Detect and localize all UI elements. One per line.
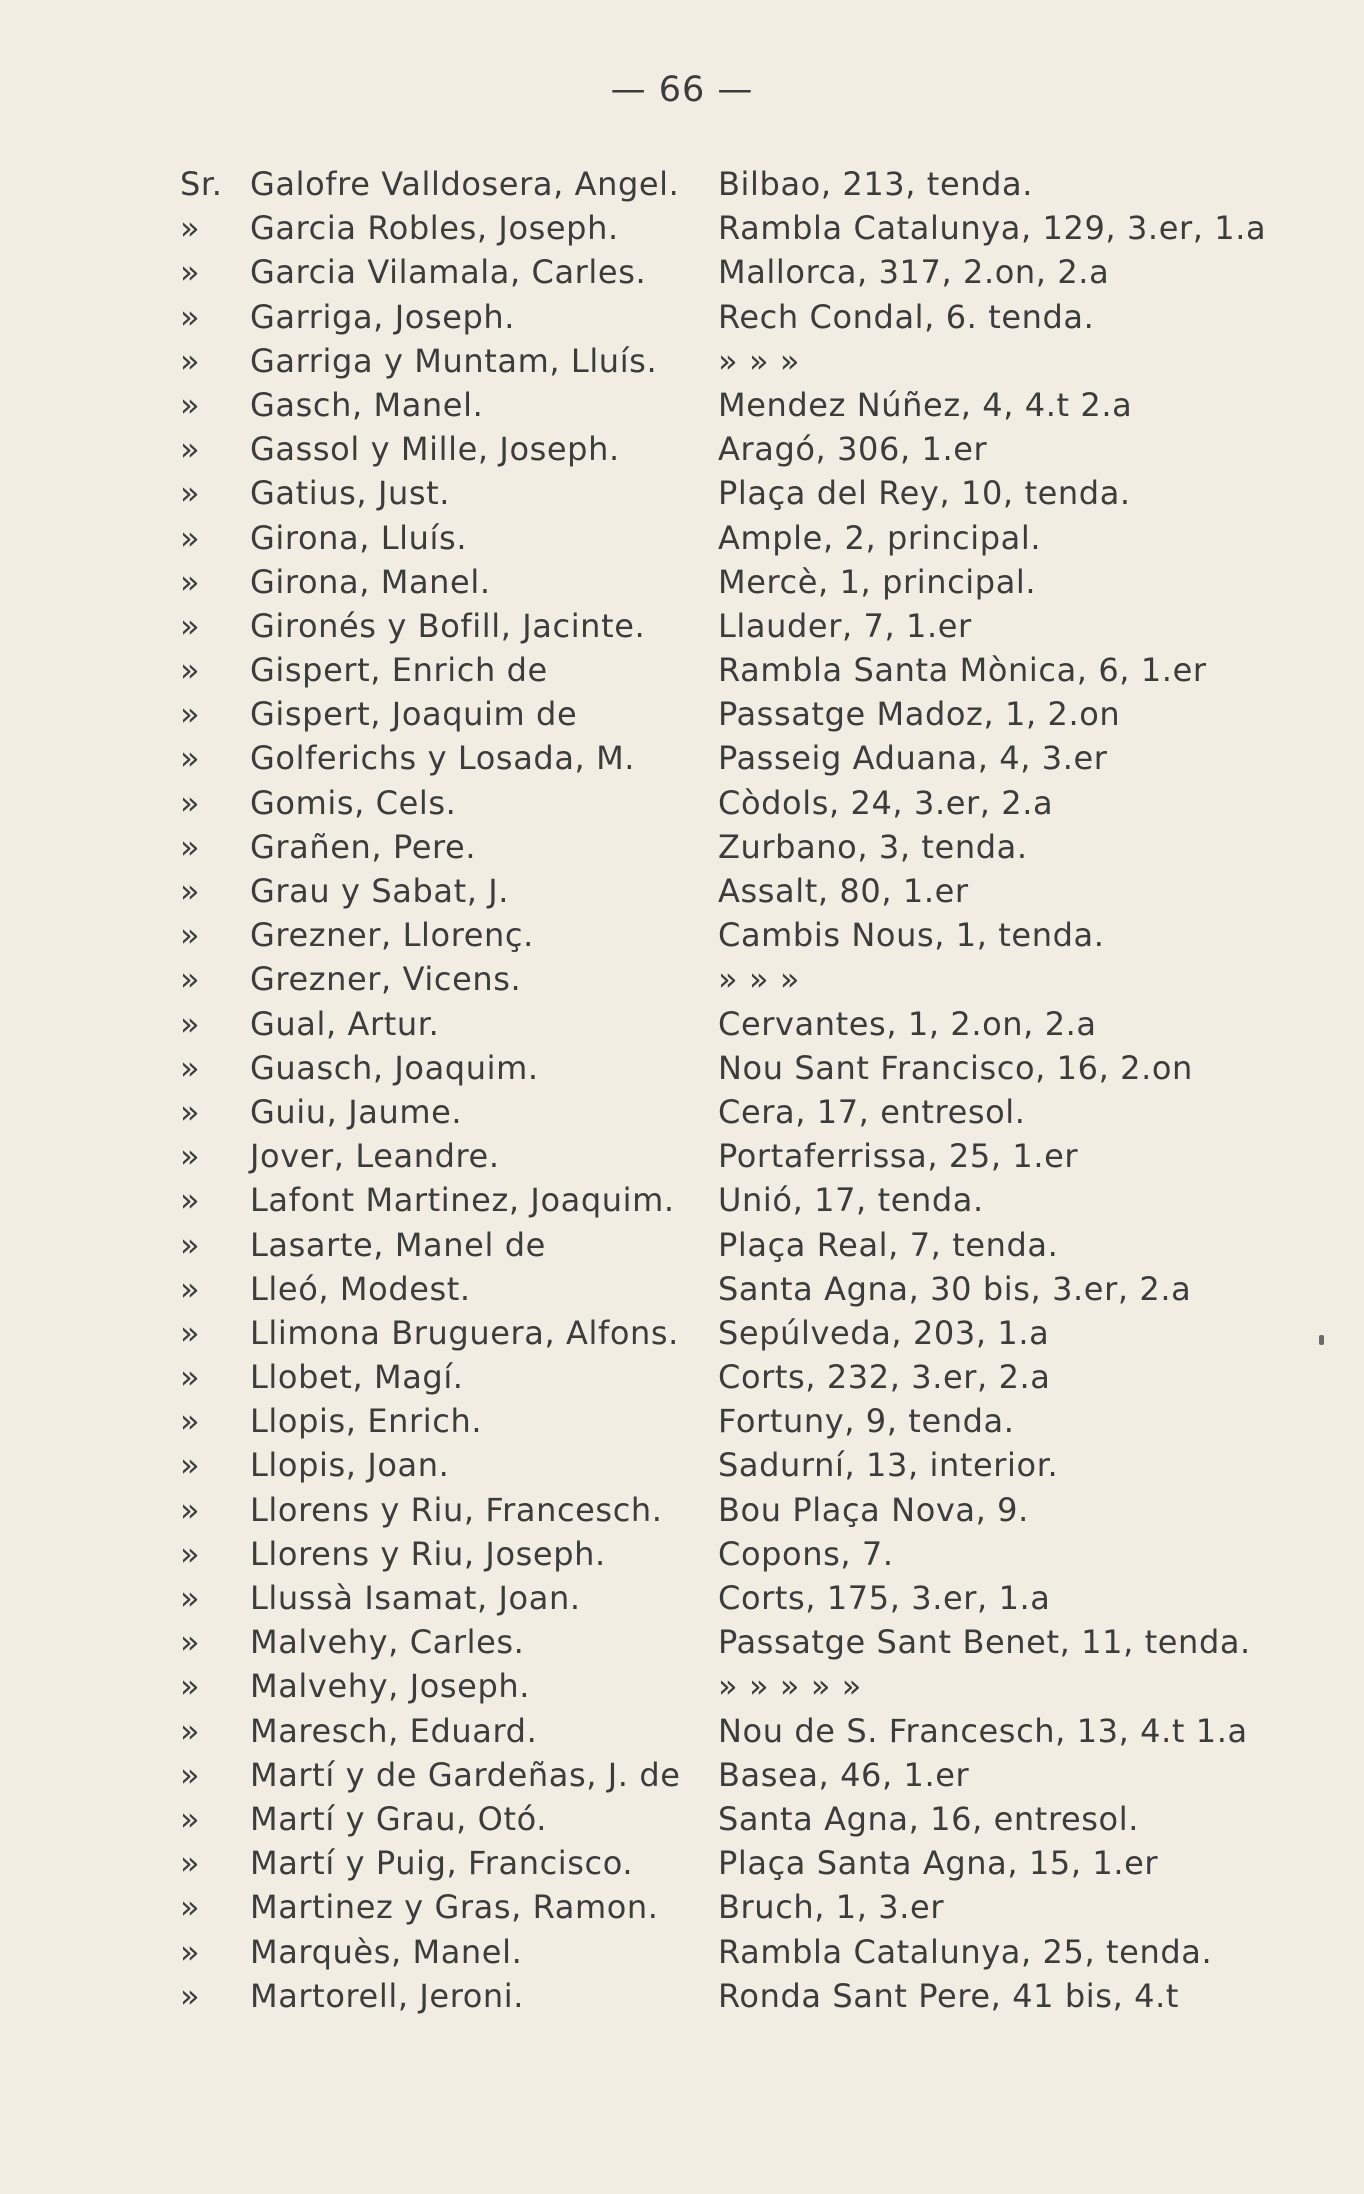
entry-name: Martorell, Jeroni.	[250, 1976, 525, 2015]
entry-address: Zurbano, 3, tenda.	[718, 827, 1028, 866]
list-item	[180, 206, 1300, 250]
list-item	[180, 560, 1300, 604]
list-item	[180, 1399, 1300, 1443]
entry-name: Gual, Artur.	[250, 1004, 440, 1043]
list-item	[180, 162, 1300, 206]
entry-address: Ronda Sant Pere, 41 bis, 4.t	[718, 1976, 1179, 2015]
entry-address: Santa Agna, 16, entresol.	[718, 1799, 1139, 1838]
entry-name: Llimona Bruguera, Alfons.	[250, 1313, 679, 1352]
entry-name: Jover, Leandre.	[250, 1137, 500, 1176]
entry-address: Unió, 17, tenda.	[718, 1181, 984, 1220]
entry-prefix: »	[180, 562, 201, 601]
entry-address: Rambla Santa Mònica, 6, 1.er	[718, 651, 1207, 690]
list-item	[180, 1709, 1300, 1753]
entry-address: Passatge Sant Benet, 11, tenda.	[718, 1623, 1251, 1662]
entry-name: Gomis, Cels.	[250, 783, 457, 822]
entry-prefix: »	[180, 1048, 201, 1087]
entry-name: Martí y de Gardeñas, J. de	[250, 1755, 681, 1794]
entry-name: Grezner, Llorenç.	[250, 916, 534, 955]
entry-prefix: »	[180, 1534, 201, 1573]
list-item	[180, 1443, 1300, 1487]
list-item	[180, 1046, 1300, 1090]
list-item	[180, 295, 1300, 339]
list-item	[180, 1620, 1300, 1664]
list-item	[180, 471, 1300, 515]
list-item	[180, 648, 1300, 692]
entry-prefix: »	[180, 1623, 201, 1662]
entry-prefix: »	[180, 1092, 201, 1131]
list-item	[180, 1930, 1300, 1974]
list-item	[180, 1090, 1300, 1134]
entry-name: Girona, Lluís.	[250, 518, 468, 557]
entry-prefix: »	[180, 1490, 201, 1529]
entry-prefix: »	[180, 430, 201, 469]
list-item	[180, 1664, 1300, 1708]
entry-prefix: »	[180, 739, 201, 778]
entry-name: Guasch, Joaquim.	[250, 1048, 539, 1087]
entry-prefix: »	[180, 1799, 201, 1838]
entry-name: Garcia Vilamala, Carles.	[250, 253, 647, 292]
entry-name: Marquès, Manel.	[250, 1932, 523, 1971]
entry-address: Ample, 2, principal.	[718, 518, 1042, 557]
list-item	[180, 1002, 1300, 1046]
list-item	[180, 1532, 1300, 1576]
entry-prefix: »	[180, 1313, 201, 1352]
list-item	[180, 1311, 1300, 1355]
entry-name: Gassol y Mille, Joseph.	[250, 430, 620, 469]
entry-address: Santa Agna, 30 bis, 3.er, 2.a	[718, 1269, 1192, 1308]
list-item	[180, 913, 1300, 957]
entry-name: Garcia Robles, Joseph.	[250, 209, 619, 248]
entry-address: Plaça Santa Agna, 15, 1.er	[718, 1844, 1159, 1883]
entry-prefix: »	[180, 916, 201, 955]
entry-name: Lasarte, Manel de	[250, 1225, 546, 1264]
list-item	[180, 692, 1300, 736]
entry-name: Gatius, Just.	[250, 474, 451, 513]
entry-prefix: »	[180, 385, 201, 424]
entry-address: Cera, 17, entresol.	[718, 1092, 1026, 1131]
entry-name: Grau y Sabat, J.	[250, 872, 510, 910]
list-item	[180, 339, 1300, 383]
entry-address: Cervantes, 1, 2.on, 2.a	[718, 1004, 1097, 1043]
list-item	[180, 825, 1300, 869]
list-item	[180, 1841, 1300, 1885]
entry-name: Gispert, Joaquim de	[250, 695, 578, 734]
entry-prefix: »	[180, 1225, 201, 1264]
entry-address: Llauder, 7, 1.er	[718, 606, 972, 645]
entry-address: Cambis Nous, 1, tenda.	[718, 916, 1105, 955]
entry-name: Malvehy, Joseph.	[250, 1667, 531, 1706]
entry-address: Nou de S. Francesch, 13, 4.t 1.a	[718, 1711, 1248, 1750]
list-item	[180, 736, 1300, 780]
list-item	[180, 516, 1300, 560]
entry-address: Rambla Catalunya, 129, 3.er, 1.a	[718, 209, 1267, 248]
entry-name: Galofre Valldosera, Angel.	[250, 165, 680, 203]
entry-address: Portaferrissa, 25, 1.er	[718, 1137, 1079, 1176]
entry-address: Copons, 7.	[718, 1534, 894, 1573]
entry-address: Passatge Madoz, 1, 2.on	[718, 695, 1121, 734]
entry-address: Corts, 232, 3.er, 2.a	[718, 1358, 1051, 1397]
entry-name: Lleó, Modest.	[250, 1269, 471, 1308]
directory-list	[180, 162, 1300, 2018]
entry-prefix: »	[180, 1402, 201, 1441]
list-item	[180, 1267, 1300, 1311]
entry-name: Girona, Manel.	[250, 562, 491, 601]
entry-name: Martinez y Gras, Ramon.	[250, 1888, 659, 1927]
entry-prefix: »	[180, 695, 201, 734]
entry-prefix: »	[180, 518, 201, 557]
entry-address: Mercè, 1, principal.	[718, 562, 1037, 601]
entry-name: Llussà Isamat, Joan.	[250, 1579, 581, 1617]
entry-address: Mallorca, 317, 2.on, 2.a	[718, 253, 1110, 292]
entry-name: Garriga y Muntam, Lluís.	[250, 341, 658, 380]
list-item	[180, 250, 1300, 294]
entry-name: Grañen, Pere.	[250, 827, 477, 866]
entry-address: » » »	[718, 960, 801, 999]
entry-name: Garriga, Joseph.	[250, 297, 516, 336]
entry-prefix: »	[180, 1976, 201, 2015]
entry-name: Golferichs y Losada, M.	[250, 739, 636, 778]
entry-prefix: Sr.	[180, 165, 223, 203]
list-item	[180, 957, 1300, 1001]
entry-prefix: »	[180, 872, 201, 910]
entry-address: Còdols, 24, 3.er, 2.a	[718, 783, 1054, 822]
list-item	[180, 1223, 1300, 1267]
entry-address: Sadurní, 13, interior.	[718, 1446, 1059, 1485]
entry-name: Malvehy, Carles.	[250, 1623, 525, 1662]
entry-prefix: »	[180, 960, 201, 999]
entry-name: Llopis, Joan.	[250, 1446, 450, 1485]
entry-address: Plaça Real, 7, tenda.	[718, 1225, 1059, 1264]
entry-name: Martí y Grau, Otó.	[250, 1799, 548, 1838]
entry-address: Plaça del Rey, 10, tenda.	[718, 474, 1131, 513]
entry-prefix: »	[180, 1755, 201, 1794]
entry-name: Gispert, Enrich de	[250, 651, 548, 690]
entry-address: Bruch, 1, 3.er	[718, 1888, 945, 1927]
entry-prefix: »	[180, 827, 201, 866]
entry-address: Passeig Aduana, 4, 3.er	[718, 739, 1108, 778]
list-item	[180, 869, 1300, 913]
entry-name: Martí y Puig, Francisco.	[250, 1844, 634, 1883]
entry-prefix: »	[180, 1579, 201, 1617]
entry-prefix: »	[180, 1667, 201, 1706]
entry-address: Rambla Catalunya, 25, tenda.	[718, 1932, 1213, 1971]
entry-name: Gasch, Manel.	[250, 385, 484, 424]
entry-name: Gironés y Bofill, Jacinte.	[250, 606, 646, 645]
entry-name: Lafont Martinez, Joaquim.	[250, 1181, 675, 1220]
entry-address: Basea, 46, 1.er	[718, 1755, 970, 1794]
list-item	[180, 1134, 1300, 1178]
entry-prefix: »	[180, 253, 201, 292]
entry-address: » » » » »	[718, 1667, 862, 1706]
entry-address: Bou Plaça Nova, 9.	[718, 1490, 1029, 1529]
list-item	[180, 1178, 1300, 1222]
entry-prefix: »	[180, 1844, 201, 1883]
entry-prefix: »	[180, 1446, 201, 1485]
entry-prefix: »	[180, 297, 201, 336]
entry-prefix: »	[180, 651, 201, 690]
entry-address: Fortuny, 9, tenda.	[718, 1402, 1015, 1441]
list-item	[180, 427, 1300, 471]
paper-speck	[1319, 1335, 1324, 1345]
entry-prefix: »	[180, 1358, 201, 1397]
entry-name: Grezner, Vicens.	[250, 960, 522, 999]
entry-name: Guiu, Jaume.	[250, 1092, 463, 1131]
entry-prefix: »	[180, 783, 201, 822]
entry-address: Sepúlveda, 203, 1.a	[718, 1313, 1050, 1352]
entry-prefix: »	[180, 209, 201, 248]
page-number: — 66 —	[610, 70, 754, 110]
entry-prefix: »	[180, 1932, 201, 1971]
entry-name: Maresch, Eduard.	[250, 1711, 538, 1750]
entry-prefix: »	[180, 1004, 201, 1043]
entry-address: Corts, 175, 3.er, 1.a	[718, 1579, 1051, 1617]
list-item	[180, 1576, 1300, 1620]
entry-address: » » »	[718, 341, 801, 380]
list-item	[180, 781, 1300, 825]
entry-address: Bilbao, 213, tenda.	[718, 165, 1034, 203]
entry-prefix: »	[180, 1181, 201, 1220]
entry-prefix: »	[180, 1269, 201, 1308]
entry-name: Llorens y Riu, Joseph.	[250, 1534, 606, 1573]
list-item	[180, 1885, 1300, 1929]
entry-name: Llopis, Enrich.	[250, 1402, 483, 1441]
entry-name: Llobet, Magí.	[250, 1358, 464, 1397]
entry-address: Nou Sant Francisco, 16, 2.on	[718, 1048, 1193, 1087]
entry-address: Rech Condal, 6. tenda.	[718, 297, 1095, 336]
list-item	[180, 1355, 1300, 1399]
list-item	[180, 1488, 1300, 1532]
entry-address: Aragó, 306, 1.er	[718, 430, 988, 469]
entry-prefix: »	[180, 606, 201, 645]
list-item	[180, 1797, 1300, 1841]
list-item	[180, 383, 1300, 427]
list-item	[180, 1753, 1300, 1797]
entry-prefix: »	[180, 474, 201, 513]
list-item	[180, 604, 1300, 648]
entry-name: Llorens y Riu, Francesch.	[250, 1490, 663, 1529]
entry-prefix: »	[180, 341, 201, 380]
entry-prefix: »	[180, 1137, 201, 1176]
entry-address: Mendez Núñez, 4, 4.t 2.a	[718, 385, 1133, 424]
entry-address: Assalt, 80, 1.er	[718, 872, 969, 910]
list-item	[180, 1974, 1300, 2018]
entry-prefix: »	[180, 1888, 201, 1927]
entry-prefix: »	[180, 1711, 201, 1750]
